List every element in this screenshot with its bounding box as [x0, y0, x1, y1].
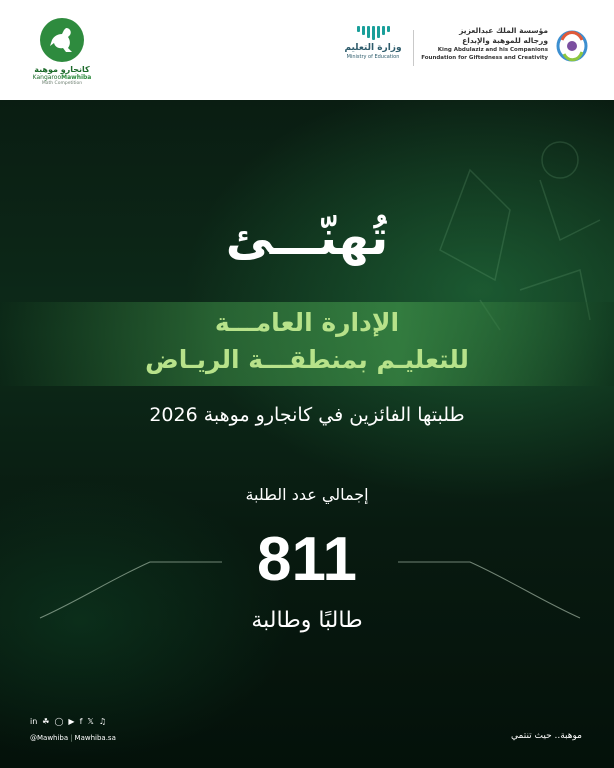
moe-name-ar: وزارة التعليم [344, 43, 402, 53]
authority-band [0, 302, 614, 386]
instagram-icon[interactable]: ◯ [54, 717, 64, 726]
main-panel [0, 100, 614, 768]
authority-name-line-1: الإدارة العامـــة [214, 308, 400, 337]
kangaroo-name-en: KangarooMawhiba [32, 74, 92, 81]
authority-name-line-2: للتعليـم بمنطقـــة الريـاض [145, 345, 469, 374]
kangaroo-name-ar: كانجارو موهبة [34, 65, 90, 74]
handle-separator: | [70, 734, 73, 742]
youtube-icon[interactable]: ▶ [68, 717, 75, 726]
mawhiba-name-en-2: Foundation for Giftedness and Creativity [421, 55, 548, 61]
mawhiba-name-ar-1: مؤسسة الملك عبدالعزيز [459, 26, 548, 35]
total-students-count: 811 [256, 525, 358, 594]
mawhiba-name-ar-2: ورجاله للموهبة والإبداع [462, 36, 548, 45]
facebook-icon[interactable]: f [79, 717, 83, 726]
kangaroo-icon [40, 18, 84, 62]
social-links [30, 717, 150, 743]
mawhiba-name-en-1: King Abdulaziz and his Companions [437, 47, 548, 53]
congrats-title: تُهنّـــئ [225, 210, 389, 266]
mawhiba-foundation-logo [420, 22, 594, 78]
handle-mawhiba[interactable]: @Mawhiba [30, 734, 69, 742]
total-students-label: إجمالي عدد الطلبة [245, 485, 369, 504]
kangaroo-subtitle: Math Competition [41, 81, 83, 86]
winners-description: طلبتها الفائزين في كانجارو موهبة 2026 [149, 404, 465, 426]
header-divider [413, 30, 414, 66]
handle-mawhiba-sa[interactable]: Mawhiba.sa [74, 734, 116, 742]
count-unit-label: طالبًا وطالبة [251, 608, 363, 633]
linkedin-icon[interactable]: in [30, 717, 38, 726]
kangaroo-mawhiba-logo [22, 18, 102, 90]
background-decoration [0, 100, 614, 768]
snapchat-icon[interactable]: ☘ [42, 717, 50, 726]
ministry-of-education-logo [338, 26, 408, 70]
tiktok-icon[interactable]: ♫ [98, 717, 107, 726]
moe-emblem-icon [338, 26, 408, 40]
moe-name-en: Ministry of Education [346, 54, 400, 60]
mawhiba-slogan: موهبة.. حيث تنتمي [511, 731, 582, 741]
x-icon[interactable]: 𝕏 [87, 717, 94, 726]
mawhiba-emblem-icon [552, 22, 592, 70]
header [0, 0, 614, 100]
